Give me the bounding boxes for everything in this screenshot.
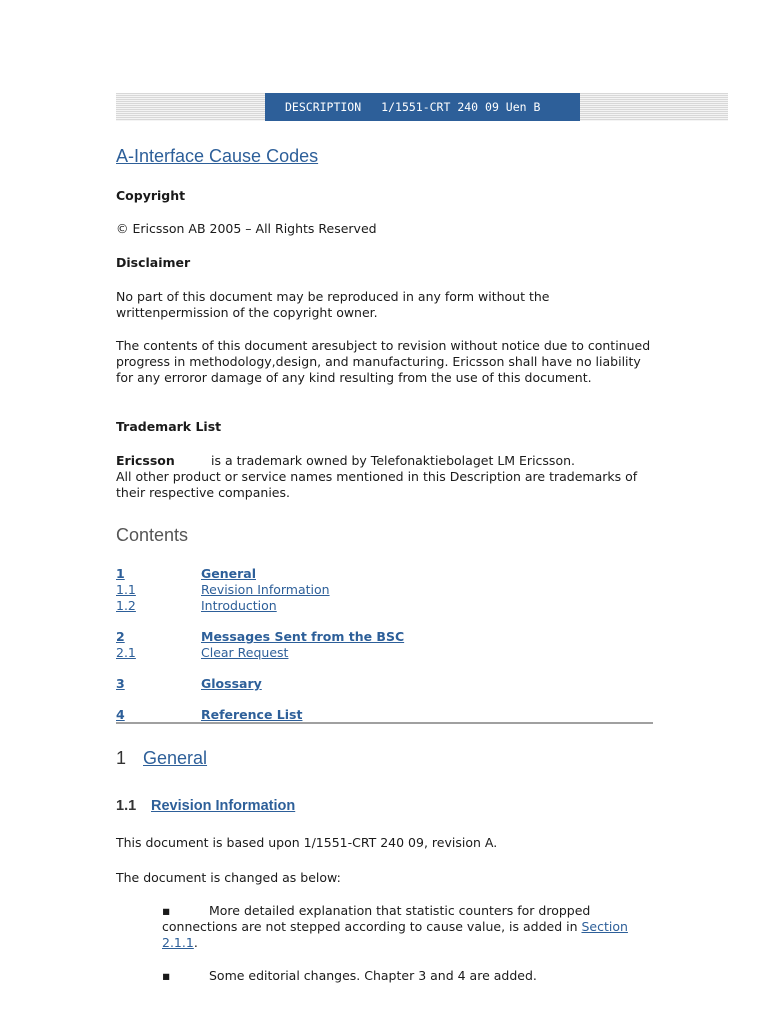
bullet-item xyxy=(162,903,652,951)
toc-item-number[interactable]: 4 xyxy=(116,707,125,722)
toc-item-number[interactable]: 1 xyxy=(116,566,125,581)
toc-item[interactable] xyxy=(116,598,656,614)
toc-item-link[interactable]: Introduction xyxy=(201,598,277,613)
trademark-line-2: All other product or service names mentioned in this Description are trademarks of their respective companies. xyxy=(116,469,638,500)
toc-item[interactable] xyxy=(116,582,656,598)
toc-item[interactable] xyxy=(116,566,656,582)
toc-item-number[interactable]: 1.1 xyxy=(116,582,136,597)
toc-item[interactable] xyxy=(116,676,656,692)
section-number: 1 xyxy=(116,748,127,768)
toc-item-number[interactable]: 1.2 xyxy=(116,598,136,613)
trademark-paragraph xyxy=(116,453,656,501)
disclaimer-heading: Disclaimer xyxy=(116,255,191,270)
section-heading xyxy=(116,748,207,769)
header-label: DESCRIPTION xyxy=(285,100,362,114)
copyright-heading: Copyright xyxy=(116,188,186,203)
trademark-heading: Trademark List xyxy=(116,419,222,434)
section-title-link[interactable]: General xyxy=(143,748,208,768)
document-header-band xyxy=(116,93,728,121)
toc-item-number[interactable]: 2 xyxy=(116,629,125,644)
toc-item-link[interactable]: Revision Information xyxy=(201,582,330,597)
subsection-heading xyxy=(116,798,295,814)
bullet-end: . xyxy=(193,935,198,950)
copyright-text: © Ericsson AB 2005 – All Rights Reserved xyxy=(116,221,377,236)
disclaimer-paragraph-2: The contents of this document aresubject to revision without notice due to continued progress in methodology,design, and manufacturing. Ericsson shall have no liability for any erroror damage of any kind resulting from the use of this document. xyxy=(116,338,651,385)
section-2-1-1-link[interactable]: Section 2.1.1 xyxy=(162,919,628,950)
toc-item[interactable] xyxy=(116,707,656,723)
revision-paragraph-2: The document is changed as below: xyxy=(116,870,341,885)
toc-item-number[interactable]: 2.1 xyxy=(116,645,136,660)
bullet-text: More detailed explanation that statistic counters for dropped connections are not stepped according to cause value, is added in xyxy=(162,903,591,934)
toc-item-link[interactable]: Messages Sent from the BSC xyxy=(201,629,405,644)
subsection-number: 1.1 xyxy=(116,798,137,814)
header-doc-id xyxy=(265,93,580,121)
contents-title: Contents xyxy=(116,525,189,545)
header-pattern-left xyxy=(116,93,265,121)
document-title[interactable]: A-Interface Cause Codes xyxy=(116,146,319,166)
header-doc-number: 1/1551-CRT 240 09 Uen B xyxy=(381,100,541,114)
toc-item-link[interactable]: Glossary xyxy=(201,676,262,691)
trademark-line-1: is a trademark owned by Telefonaktiebolaget LM Ericsson. xyxy=(211,453,575,468)
toc-item[interactable] xyxy=(116,645,656,661)
header-pattern-right xyxy=(580,93,728,121)
bullet-text: Some editorial changes. Chapter 3 and 4 are added. xyxy=(209,968,537,983)
toc-item-link[interactable]: Reference List xyxy=(201,707,303,722)
bullet-item xyxy=(162,968,652,984)
toc-item-link[interactable]: Clear Request xyxy=(201,645,289,660)
revision-paragraph-1: This document is based upon 1/1551-CRT 240 09, revision A. xyxy=(116,835,498,850)
subsection-title-link[interactable]: Revision Information xyxy=(151,798,296,814)
toc-item[interactable] xyxy=(116,629,656,645)
disclaimer-paragraph-1: No part of this document may be reproduced in any form without the writtenpermission of the copyright owner. xyxy=(116,289,550,320)
contents-divider xyxy=(116,722,653,724)
toc-item-link[interactable]: General xyxy=(201,566,256,581)
trademark-name: Ericsson xyxy=(116,453,175,468)
bullet-square-icon: ▪ xyxy=(162,903,171,918)
bullet-square-icon: ▪ xyxy=(162,968,171,983)
toc-item-number[interactable]: 3 xyxy=(116,676,125,691)
